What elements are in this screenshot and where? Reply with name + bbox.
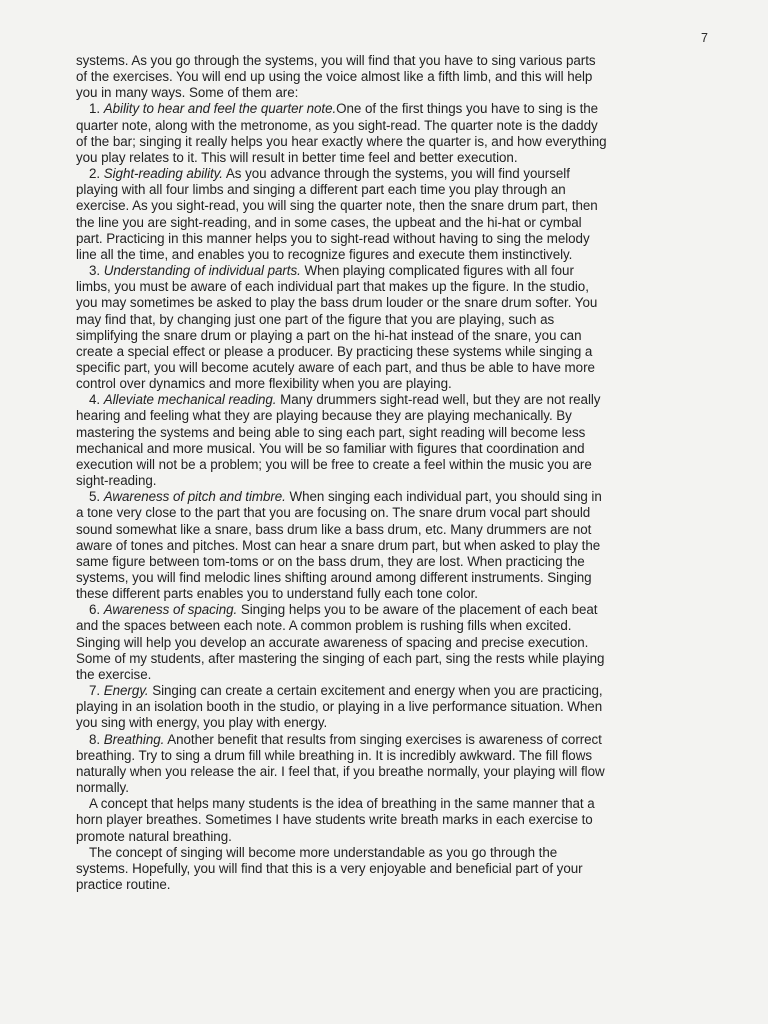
- paragraph-closing: [76, 845, 610, 893]
- paragraph-text: A concept that helps many students is the idea of breathing in the same manner that a horn player breathes. Sometimes I have students write breath marks in each exercise to promote natural breathing.: [76, 796, 595, 844]
- item-title-italic: Alleviate mechanical reading.: [103, 392, 277, 408]
- paragraph-text: Singing helps you to be aware of the placement of each beat and the spaces between each note. A common problem is rushing fills when excited. Singing will help you develop an accurate awareness of spacing and precise execution. Some of my students, after mastering the singing of each part, sing the rests while playing the exercise.: [76, 602, 605, 682]
- item-number: 2.: [89, 166, 104, 182]
- list-item-3: [76, 263, 610, 392]
- item-title-italic: Sight-reading ability.: [103, 166, 223, 182]
- list-item-8: [76, 732, 610, 797]
- list-item-5: [76, 489, 610, 602]
- paragraph-text: One of the first things you have to sing is the quarter note, along with the metronome, as you sight-read. The quarter note is the daddy of the bar; singing it really helps you hear exactly where the quarter is, and how everything you play relates to it. This will result in better time feel and better execution.: [76, 101, 607, 165]
- list-item-1: [76, 101, 610, 166]
- list-item-7: [76, 683, 610, 731]
- item-title-italic: Awareness of pitch and timbre.: [103, 489, 286, 505]
- item-number: 6.: [89, 602, 104, 618]
- paragraph-text: Many drummers sight-read well, but they are not really hearing and feeling what they are playing because they are playing mechanically. By mastering the systems and being able to sing each part, sight reading will become less mechanical and more musical. You will be so familiar with figures that coordination and execution will not be a problem; you will be free to create a feel within the music you are sight-reading.: [76, 392, 601, 489]
- item-title-italic: Breathing.: [103, 731, 165, 747]
- list-item-6: [76, 602, 610, 683]
- list-item-4: [76, 392, 610, 489]
- item-title-italic: Awareness of spacing.: [103, 602, 238, 618]
- page-body: [76, 53, 610, 893]
- item-number: 1.: [89, 101, 104, 117]
- item-number: 4.: [89, 392, 104, 408]
- item-title-italic: Understanding of individual parts.: [103, 263, 301, 279]
- item-number: 7.: [89, 683, 104, 699]
- paragraph-breathing-concept: [76, 796, 610, 844]
- page-number: 7: [701, 31, 708, 45]
- paragraph-text: The concept of singing will become more understandable as you go through the systems. Hopefully, you will find that this is a very enjoyable and beneficial part of your practice routine.: [76, 844, 583, 892]
- paragraph-intro: [76, 53, 610, 101]
- paragraph-text: When playing complicated figures with all four limbs, you must be aware of each individual part that makes up the figure. In the studio, you may sometimes be asked to play the bass drum louder or the snare drum softer. You may find that, by changing just one part of the figure that you are playing, such as simplifying the snare drum or playing a part on the hi-hat instead of the snare, you can create a special effect or please a producer. By practicing these systems while singing a specific part, you will become acutely aware of each part, and thus be able to have more control over dynamics and more flexibility when you are playing.: [76, 263, 598, 392]
- item-number: 8.: [89, 731, 104, 747]
- list-item-2: [76, 166, 610, 263]
- item-title-italic: Energy.: [103, 683, 149, 699]
- paragraph-text: systems. As you go through the systems, you will find that you have to sing various parts of the exercises. You will end up using the voice almost like a fifth limb, and this will help you in many ways. Some of them are:: [76, 53, 596, 101]
- paragraph-text: Another benefit that results from singing exercises is awareness of correct breathing. Try to sing a drum fill while breathing in. It is incredibly awkward. The fill flows naturally when you release the air. I feel that, if you breathe normally, your playing will flow normally.: [76, 731, 605, 796]
- item-number: 5.: [89, 489, 104, 505]
- paragraph-text: As you advance through the systems, you will find yourself playing with all four limbs and singing a different part each time you play through an exercise. As you sight-read, you will sing the quarter note, then the snare drum part, then the line you are sight-reading, and in some cases, the upbeat and the hi-hat or cymbal part. Practicing in this manner helps you to sight-read without having to sing the melody line all the time, and enables you to recognize figures and execute them instinctively.: [76, 166, 598, 262]
- paragraph-text: When singing each individual part, you should sing in a tone very close to the part that you are focusing on. The snare drum vocal part should sound somewhat like a snare, bass drum like a bass drum, etc. Many drummers are not aware of tones and pitches. Most can hear a snare drum part, but when asked to play the same figure between tom-toms or on the bass drum, they are lost. When practicing the systems, you will find melodic lines shifting around among different instruments. Singing these different parts enables you to understand fully each tone color.: [76, 489, 602, 602]
- paragraph-text: Singing can create a certain excitement and energy when you are practicing, playing in an isolation booth in the studio, or playing in a live performance situation. When you sing with energy, you play with energy.: [76, 683, 603, 731]
- item-title-italic: Ability to hear and feel the quarter note.: [103, 101, 337, 117]
- item-number: 3.: [89, 263, 104, 279]
